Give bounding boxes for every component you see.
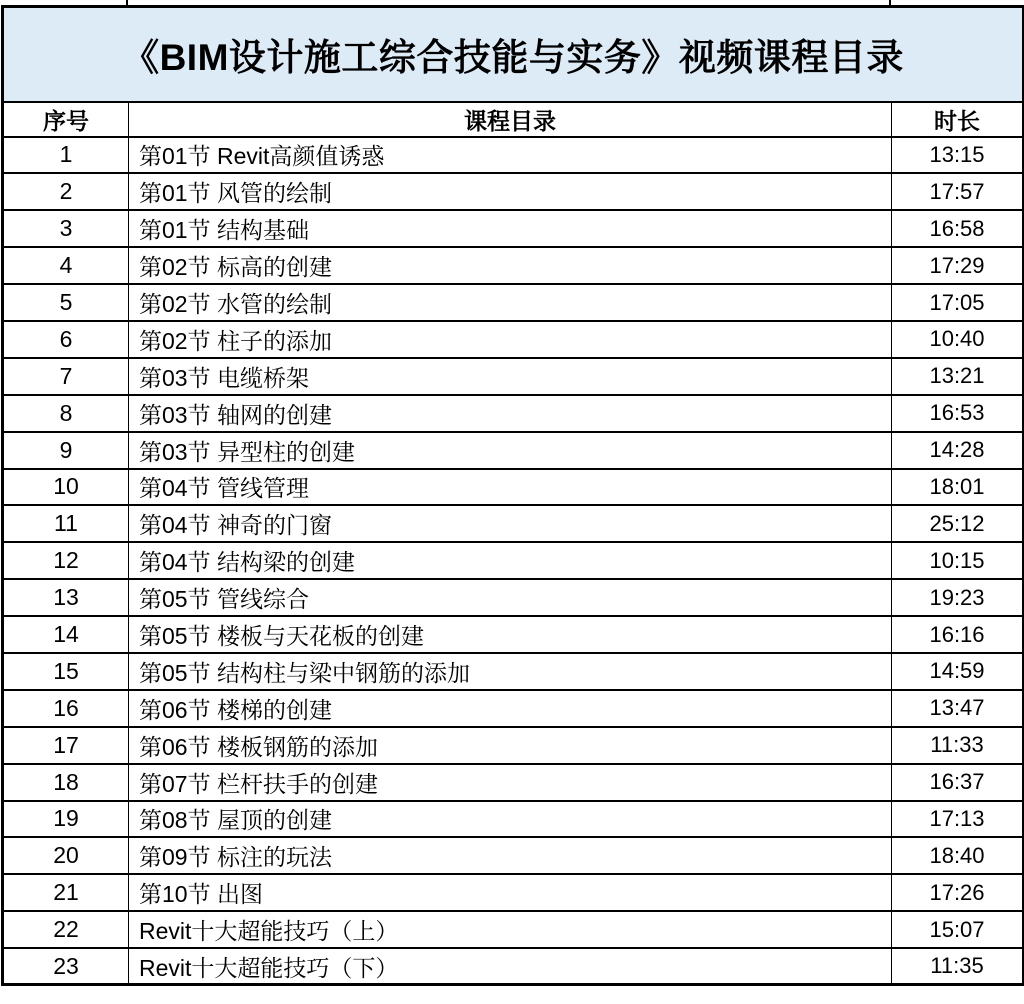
table-row [3, 395, 1024, 432]
row-course-name: 第10节 出图 [129, 874, 892, 911]
row-duration: 10:40 [892, 321, 1024, 358]
table-row [3, 284, 1024, 321]
row-course-name: 第05节 结构柱与梁中钢筋的添加 [129, 653, 892, 690]
page-title: 《BIM设计施工综合技能与实务》视频课程目录 [3, 7, 1024, 102]
row-serial-number: 22 [3, 911, 129, 948]
row-serial-number: 13 [3, 579, 129, 616]
table-row [3, 616, 1024, 653]
header-duration: 时长 [892, 102, 1024, 137]
row-duration: 13:21 [892, 358, 1024, 395]
row-serial-number: 3 [3, 210, 129, 247]
row-duration: 17:29 [892, 247, 1024, 284]
row-course-name: 第04节 管线管理 [129, 469, 892, 506]
table-row [3, 432, 1024, 469]
row-serial-number: 2 [3, 173, 129, 210]
row-duration: 10:15 [892, 542, 1024, 579]
row-course-name: Revit十大超能技巧（上） [129, 911, 892, 948]
row-serial-number: 18 [3, 764, 129, 801]
row-duration: 14:28 [892, 432, 1024, 469]
row-course-name: 第06节 楼梯的创建 [129, 690, 892, 727]
row-duration: 11:33 [892, 727, 1024, 764]
row-course-name: 第02节 标高的创建 [129, 247, 892, 284]
row-duration: 17:26 [892, 874, 1024, 911]
row-serial-number: 19 [3, 801, 129, 838]
row-course-name: 第08节 屋顶的创建 [129, 801, 892, 838]
row-duration: 16:53 [892, 395, 1024, 432]
row-duration: 15:07 [892, 911, 1024, 948]
table-row [3, 653, 1024, 690]
row-duration: 17:05 [892, 284, 1024, 321]
table-row [3, 505, 1024, 542]
table-row [3, 247, 1024, 284]
table-row [3, 542, 1024, 579]
row-duration: 19:23 [892, 579, 1024, 616]
row-course-name: 第03节 异型柱的创建 [129, 432, 892, 469]
header-course-catalog: 课程目录 [129, 102, 892, 137]
row-serial-number: 17 [3, 727, 129, 764]
row-duration: 13:15 [892, 137, 1024, 174]
row-serial-number: 4 [3, 247, 129, 284]
table-row [3, 469, 1024, 506]
row-duration: 25:12 [892, 505, 1024, 542]
header-serial-number: 序号 [3, 102, 129, 137]
row-course-name: 第05节 管线综合 [129, 579, 892, 616]
table-row [3, 911, 1024, 948]
row-course-name: 第06节 楼板钢筋的添加 [129, 727, 892, 764]
row-duration: 18:01 [892, 469, 1024, 506]
table-row [3, 579, 1024, 616]
row-course-name: 第01节 Revit高颜值诱惑 [129, 137, 892, 174]
row-serial-number: 12 [3, 542, 129, 579]
table-body [3, 137, 1024, 985]
row-duration: 17:57 [892, 173, 1024, 210]
row-serial-number: 23 [3, 948, 129, 985]
row-course-name: 第01节 结构基础 [129, 210, 892, 247]
title-row [3, 7, 1024, 102]
row-serial-number: 6 [3, 321, 129, 358]
row-serial-number: 1 [3, 137, 129, 174]
top-grid-strip [0, 0, 1024, 5]
table-row [3, 137, 1024, 174]
row-serial-number: 16 [3, 690, 129, 727]
table-row [3, 874, 1024, 911]
table-row [3, 837, 1024, 874]
row-course-name: 第03节 电缆桥架 [129, 358, 892, 395]
row-duration: 17:13 [892, 801, 1024, 838]
row-course-name: Revit十大超能技巧（下） [129, 948, 892, 985]
table-row [3, 321, 1024, 358]
row-duration: 13:47 [892, 690, 1024, 727]
row-duration: 16:16 [892, 616, 1024, 653]
table-row [3, 210, 1024, 247]
table-row [3, 358, 1024, 395]
table-row [3, 801, 1024, 838]
row-duration: 14:59 [892, 653, 1024, 690]
course-table [1, 5, 1024, 986]
row-duration: 16:37 [892, 764, 1024, 801]
row-course-name: 第05节 楼板与天花板的创建 [129, 616, 892, 653]
row-course-name: 第07节 栏杆扶手的创建 [129, 764, 892, 801]
table-row [3, 727, 1024, 764]
row-duration: 18:40 [892, 837, 1024, 874]
table-row [3, 690, 1024, 727]
row-serial-number: 14 [3, 616, 129, 653]
row-course-name: 第02节 柱子的添加 [129, 321, 892, 358]
row-duration: 16:58 [892, 210, 1024, 247]
row-course-name: 第04节 结构梁的创建 [129, 542, 892, 579]
row-course-name: 第01节 风管的绘制 [129, 173, 892, 210]
table-header-row [3, 102, 1024, 137]
grid-line-tick [126, 0, 128, 5]
row-course-name: 第04节 神奇的门窗 [129, 505, 892, 542]
row-serial-number: 15 [3, 653, 129, 690]
grid-line-tick [889, 0, 891, 5]
row-course-name: 第03节 轴网的创建 [129, 395, 892, 432]
row-serial-number: 21 [3, 874, 129, 911]
row-serial-number: 8 [3, 395, 129, 432]
row-serial-number: 10 [3, 469, 129, 506]
table-row [3, 764, 1024, 801]
table-row [3, 173, 1024, 210]
row-serial-number: 11 [3, 505, 129, 542]
row-duration: 11:35 [892, 948, 1024, 985]
row-serial-number: 9 [3, 432, 129, 469]
row-course-name: 第02节 水管的绘制 [129, 284, 892, 321]
row-serial-number: 20 [3, 837, 129, 874]
row-serial-number: 7 [3, 358, 129, 395]
table-row [3, 948, 1024, 985]
row-serial-number: 5 [3, 284, 129, 321]
row-course-name: 第09节 标注的玩法 [129, 837, 892, 874]
